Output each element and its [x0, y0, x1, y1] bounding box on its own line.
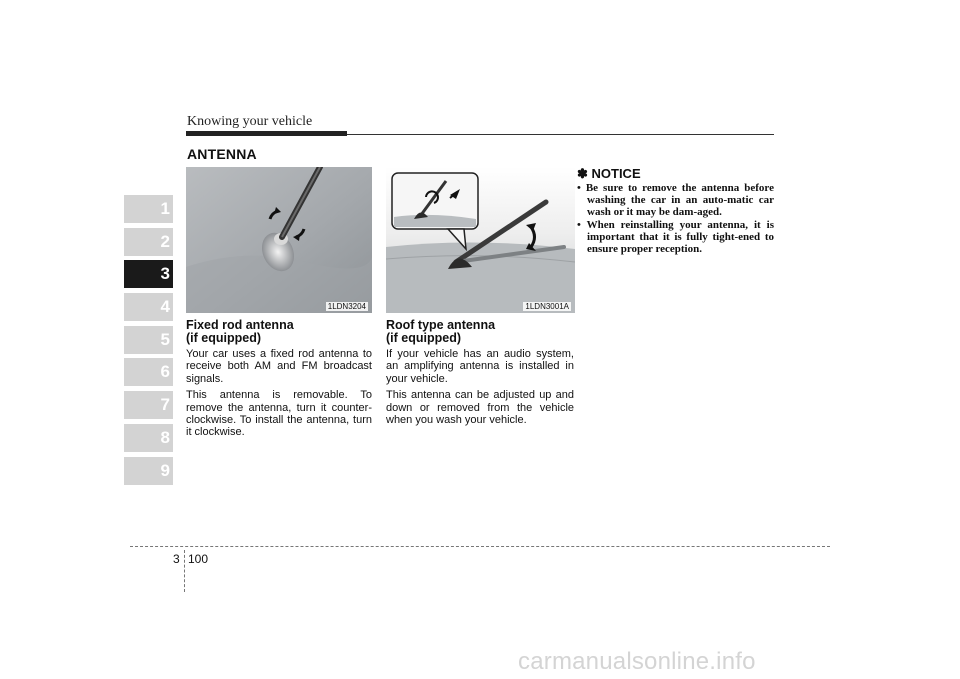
- chapter-tab-7[interactable]: 7: [124, 391, 173, 419]
- roof-antenna-illustration: [386, 167, 575, 313]
- chapter-tab-9[interactable]: 9: [124, 457, 173, 485]
- chapter-tab-6[interactable]: 6: [124, 358, 173, 386]
- fixed-rod-body: [186, 348, 372, 439]
- notice-list: [577, 182, 774, 255]
- page-chapter-number: 3: [173, 552, 180, 566]
- header-rule: [347, 134, 774, 135]
- footer-rule: [130, 546, 830, 547]
- fixed-antenna-illustration: [186, 167, 372, 313]
- header-title: Knowing your vehicle: [187, 114, 313, 129]
- roof-type-heading-line1: Roof type antenna: [386, 318, 496, 332]
- fixed-rod-section: [186, 319, 372, 443]
- chapter-tabs: [124, 195, 173, 489]
- fixed-rod-heading-line2: (if equipped): [186, 331, 261, 345]
- fixed-rod-paragraph-2: This antenna is removable. To remove the antenna, turn it counter-clockwise. To install the antenna, turn it clockwise.: [186, 389, 372, 439]
- chapter-tab-2[interactable]: 2: [124, 228, 173, 256]
- header-bar: [186, 131, 347, 136]
- roof-type-paragraph-1: If your vehicle has an audio system, an amplifying antenna is installed in your vehicle.: [386, 348, 574, 385]
- roof-type-paragraph-2: This antenna can be adjusted up and down or removed from the vehicle when you wash your vehicle.: [386, 389, 574, 427]
- chapter-tab-8[interactable]: 8: [124, 424, 173, 452]
- fixed-rod-paragraph-1: Your car uses a fixed rod antenna to receive both AM and FM broadcast signals.: [186, 348, 372, 385]
- footer-divider: [184, 550, 185, 592]
- notice-title: ✽ NOTICE: [577, 166, 641, 181]
- fixed-antenna-figure: [186, 167, 372, 313]
- fixed-rod-heading: [186, 319, 372, 345]
- chapter-tab-5[interactable]: 5: [124, 326, 173, 354]
- notice-item-2: • When reinstalling your antenna, it is important that it is fully tight-ened to ensure proper reception.: [577, 218, 774, 256]
- figure-code: 1LDN3001A: [525, 302, 569, 311]
- roof-antenna-figure: [386, 167, 575, 313]
- section-title: ANTENNA: [187, 146, 257, 162]
- chapter-tab-4[interactable]: 4: [124, 293, 173, 321]
- figure-code: 1LDN3204: [327, 302, 366, 311]
- roof-type-section: [386, 319, 574, 430]
- roof-type-body: [386, 348, 574, 426]
- fixed-rod-heading-line1: Fixed rod antenna: [186, 318, 294, 332]
- page-number: 100: [188, 552, 209, 566]
- watermark: carmanualsonline.info: [518, 648, 756, 675]
- roof-type-heading: [386, 319, 574, 345]
- notice-item-1: • Be sure to remove the antenna before washing the car in an auto-matic car wash or it may be dam-aged.: [577, 182, 774, 219]
- chapter-tab-3[interactable]: 3: [124, 260, 173, 288]
- chapter-tab-1[interactable]: 1: [124, 195, 173, 223]
- roof-type-heading-line2: (if equipped): [386, 331, 461, 345]
